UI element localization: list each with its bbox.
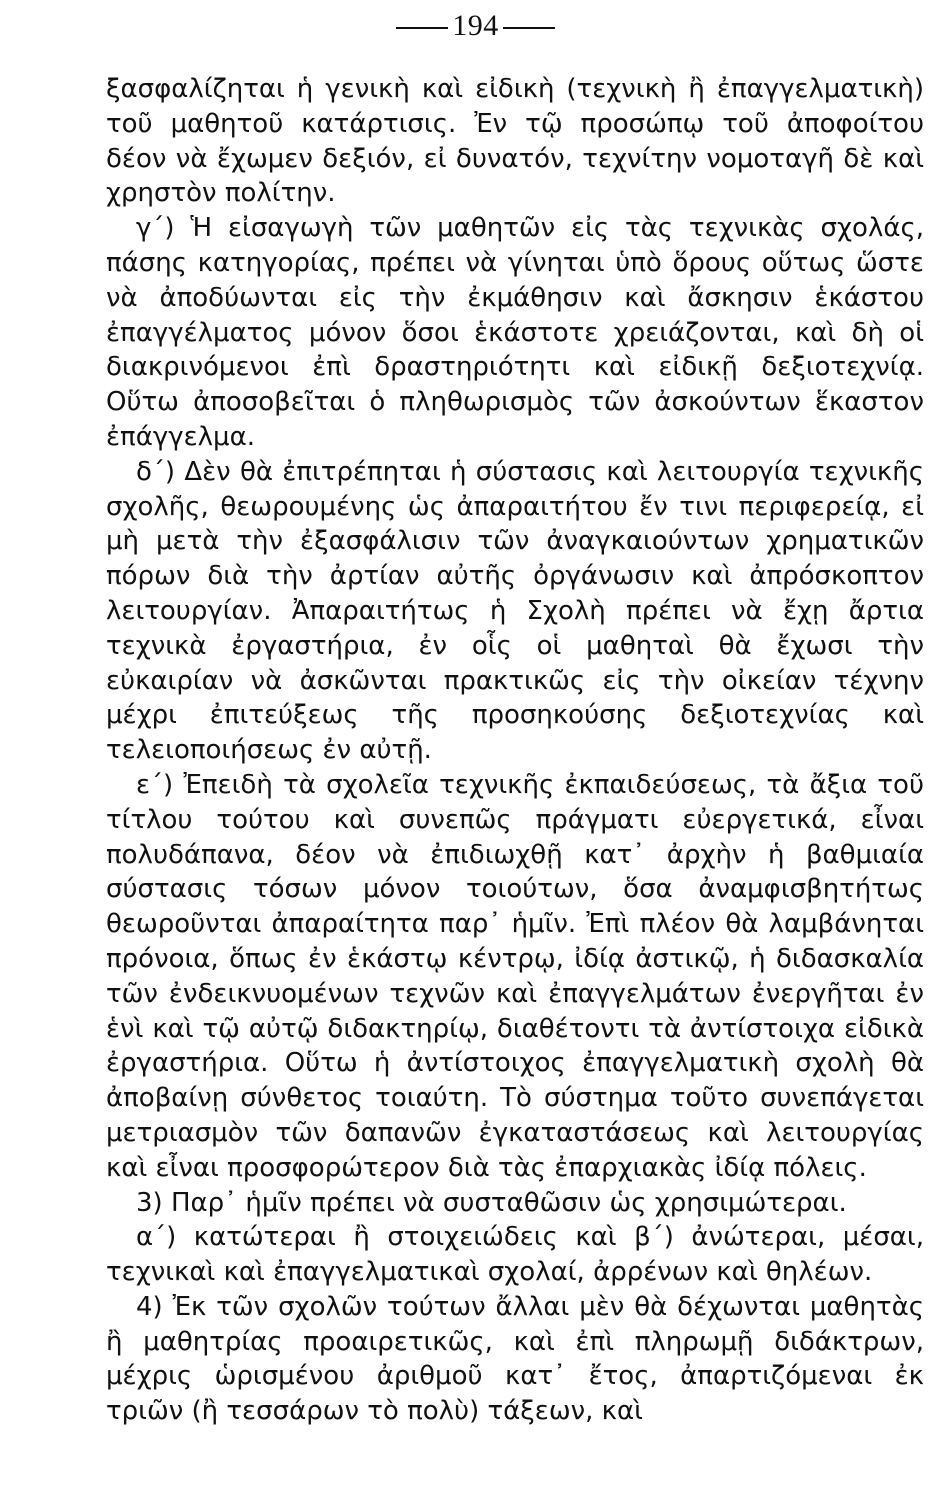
paragraph-item-alpha-beta: α΄) κατώτεραι ἢ στοιχειώδεις καὶ β΄) ἀνώτεραι, μέσαι, τεχνικαὶ καὶ ἐπαγγελματικαὶ σχολαί, ἀρρένων καὶ θηλέων. bbox=[106, 1222, 924, 1288]
body-text bbox=[106, 72, 924, 1429]
paragraph-item-delta: δ΄) Δὲν θὰ ἐπιτρέπηται ἡ σύστασις καὶ λειτουργία τεχνικῆς σχολῆς, θεωρουμένης ὡς ἀπαραιτήτου ἔν τινι περιφερείᾳ, εἰ μὴ μετὰ τὴν ἐξασφάλισιν τῶν ἀναγκαιούντων χρηματικῶν πόρων διὰ τὴν ἀρτίαν αὐτῆς ὀργάνωσιν καὶ ἀπρόσκοπτον λειτουργίαν. Ἀπαραιτήτως ἡ Σχολὴ πρέπει νὰ ἔχῃ ἄρτια τεχνικὰ ἐργαστήρια, ἐν οἷς οἱ μαθηταὶ θὰ ἔχωσι τὴν εὐκαιρίαν νὰ ἀσκῶνται πρακτικῶς εἰς τὴν οἰκείαν τέχνην μέχρι ἐπιτεύξεως τῆς προσηκούσης δεξιοτεχνίας καὶ τελειοποιήσεως ἐν αὐτῇ. bbox=[106, 456, 924, 766]
left-rule bbox=[396, 27, 448, 29]
paragraph-continuation: ξασφαλίζηται ἡ γενικὴ καὶ εἰδικὴ (τεχνικὴ ἢ ἐπαγγελματικὴ) τοῦ μαθητοῦ κατάρτισις. Ἐν τῷ προσώπῳ τοῦ ἀποφοίτου δέον νὰ ἔχωμεν δεξιόν, εἰ δυνατόν, τεχνίτην νομοταγῆ δὲ καὶ χρηστὸν πολίτην. bbox=[106, 74, 924, 209]
paragraph-item-3: 3) Παρ᾽ ἡμῖν πρέπει νὰ συσταθῶσιν ὡς χρησιμώτεραι. bbox=[136, 1187, 847, 1218]
paragraph-item-4: 4) Ἐκ τῶν σχολῶν τούτων ἄλλαι μὲν θὰ δέχωνται μαθητὰς ἢ μαθητρίας προαιρετικῶς, καὶ ἐπὶ πληρωμῇ διδάκτρων, μέχρις ὡρισμένου ἀριθμοῦ κατ᾽ ἔτος, ἀπαρτιζόμεναι ἐκ τριῶν (ἢ τεσσάρων τὸ πολὺ) τάξεων, καὶ bbox=[106, 1291, 924, 1427]
page-number: 194 bbox=[452, 9, 499, 42]
right-rule bbox=[503, 27, 555, 29]
paragraph-item-epsilon: ε΄) Ἐπειδὴ τὰ σχολεῖα τεχνικῆς ἐκπαιδεύσεως, τὰ ἄξια τοῦ τίτλου τούτου καὶ συνεπῶς πράγματι εὐεργετικά, εἶναι πολυδάπανα, δέον νὰ ἐπιδιωχθῇ κατ᾽ ἀρχὴν ἡ βαθμιαία σύστασις τόσων μόνον τοιούτων, ὅσα ἀναμφισβητήτως θεωροῦνται ἀπαραίτητα παρ᾽ ἡμῖν. Ἐπὶ πλέον θὰ λαμβάνηται πρόνοια, ὅπως ἐν ἑκάστῳ κέντρῳ, ἰδίᾳ ἀστικῷ, ἡ διδασκαλία τῶν ἐνδεικνυομένων τεχνῶν καὶ ἐπαγγελμάτων ἐνεργῆται ἐν ἑνὶ καὶ τῷ αὐτῷ διδακτηρίῳ, διαθέτοντι τὰ ἀντίστοιχα εἰδικὰ ἐργαστήρια. Οὕτω ἡ ἀντίστοιχος ἐπαγγελματικὴ σχολὴ θὰ ἀποβαίνῃ σύνθετος τοιαύτη. Τὸ σύστημα τοῦτο συνεπάγεται μετριασμὸν τῶν δαπανῶν ἐγκαταστάσεως καὶ λειτουργίας καὶ εἶναι προσφορώτερον διὰ τὰς ἐπαρχιακὰς ἰδίᾳ πόλεις. bbox=[106, 769, 924, 1183]
paragraph-item-gamma: γ΄) Ἡ εἰσαγωγὴ τῶν μαθητῶν εἰς τὰς τεχνικὰς σχολάς, πάσης κατηγορίας, πρέπει νὰ γίνηται ὑπὸ ὅρους οὕτως ὥστε νὰ ἀποδύωνται εἰς τὴν ἐκμάθησιν καὶ ἄσκησιν ἑκάστου ἐπαγγέλματος μόνον ὅσοι ἑκάστοτε χρειάζονται, καὶ δὴ οἱ διακρινόμενοι ἐπὶ δραστηριότητι καὶ εἰδικῇ δεξιοτεχνίᾳ. Οὕτω ἀποσοβεῖται ὁ πληθωρισμὸς τῶν ἀσκούντων ἕκαστον ἐπάγγελμα. bbox=[106, 213, 924, 452]
page-number-header bbox=[0, 6, 951, 46]
